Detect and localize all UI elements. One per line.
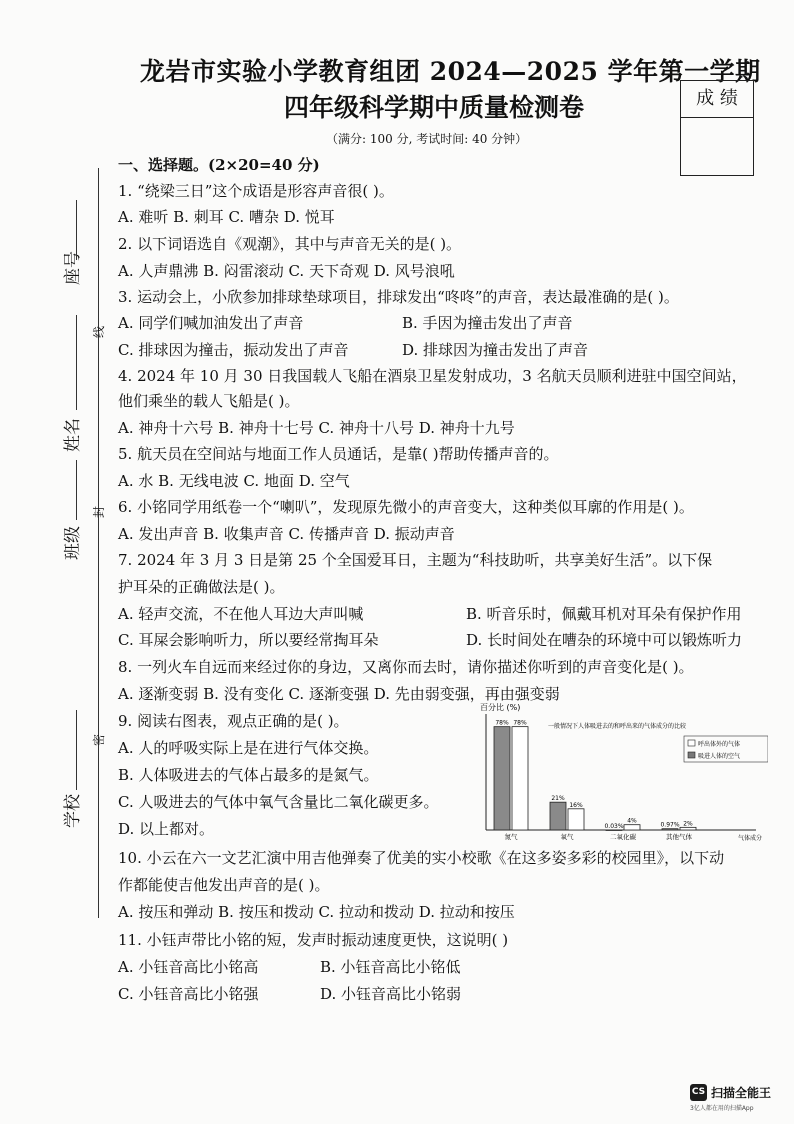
question-11-option-b: B. 小钰音高比小铭低	[320, 958, 461, 976]
data-label-其他气体-inhaled: 0.97%	[660, 821, 680, 829]
question-3-option-b: B. 手因为撞击发出了声音	[402, 314, 573, 332]
question-5-options: A. 水 B. 无线电波 C. 地面 D. 空气	[118, 472, 350, 490]
scanner-slogan: 3亿人都在用的扫描App	[690, 1105, 754, 1112]
question-11-option-d: D. 小钰音高比小铭弱	[320, 985, 462, 1003]
bar-二氧化碳-inhaled	[606, 830, 622, 831]
x-tick-其他气体: 其他气体	[666, 833, 692, 841]
question-9-option-d: D. 以上都对。	[118, 820, 215, 838]
data-label-氧气-inhaled: 21%	[551, 795, 565, 803]
question-7-option-b: B. 听音乐时，佩戴耳机对耳朵有保护作用	[466, 605, 742, 623]
question-7-option-c: C. 耳屎会影响听力，所以要经常掏耳朵	[118, 631, 379, 649]
exam-info: （满分: 100 分, 考试时间: 40 分钟）	[326, 132, 528, 146]
data-label-二氧化碳-inhaled: 0.03%	[604, 822, 624, 830]
question-5: 5. 航天员在空间站与地面工作人员通话，是靠( )帮助传播声音的。	[118, 445, 559, 463]
question-9: 9. 阅读右图表，观点正确的是( )。	[118, 712, 349, 730]
question-10-cont: 作都能使吉他发出声音的是( )。	[118, 876, 330, 894]
seal-mark-1: 线	[92, 325, 106, 338]
score-label: 成 绩	[681, 81, 753, 118]
question-3-option-a: A. 同学们喊加油发出了声音	[118, 314, 304, 332]
question-4-options: A. 神舟十六号 B. 神舟十七号 C. 神舟十八号 D. 神舟十九号	[118, 419, 515, 437]
bar-其他气体-exhaled	[680, 827, 696, 830]
chart-title: 一般情况下人体吸进去的和呼出来的气体成分的比较	[548, 723, 687, 730]
question-8-options: A. 逐渐变弱 B. 没有变化 C. 逐渐变强 D. 先由弱变强，再由强变弱	[118, 685, 560, 703]
seat-label: 座号	[63, 251, 83, 285]
seal-mark-3: 密	[92, 733, 106, 746]
data-label-二氧化碳-exhaled: 4%	[627, 817, 637, 825]
page-title-line1: 龙岩市实验小学教育组团 2024—2025 学年第一学期	[140, 57, 761, 86]
legend-entry-2: 吸进人体的空气	[698, 753, 741, 760]
data-label-氮气-exhaled: 78%	[513, 719, 527, 727]
binding-line	[98, 168, 99, 918]
question-11-option-c: C. 小钰音高比小铭强	[118, 985, 259, 1003]
legend-swatch-2	[688, 752, 695, 758]
scanner-logo-icon: CS	[690, 1084, 707, 1101]
seal-mark-2: 封	[92, 505, 106, 518]
data-label-氧气-exhaled: 16%	[569, 801, 583, 809]
class-label: 班级	[63, 526, 83, 560]
data-label-其他气体-exhaled: 2%	[683, 820, 693, 828]
question-9-option-b: B. 人体吸进去的气体占最多的是氮气。	[118, 766, 379, 784]
question-7-cont: 护耳朵的正确做法是( )。	[118, 578, 285, 596]
question-9-option-c: C. 人吸进去的气体中氧气含量比二氧化碳更多。	[118, 793, 439, 811]
score-box	[680, 80, 754, 176]
question-3-option-d: D. 排球因为撞击发出了声音	[402, 341, 589, 359]
question-10: 10. 小云在六一文艺汇演中用吉他弹奏了优美的实小校歌《在这多姿多彩的校园里》，以下动	[118, 849, 725, 867]
data-label-氮气-inhaled: 78%	[495, 719, 509, 727]
question-11: 11. 小钰声带比小铭的短，发声时振动速度更快，这说明( )	[118, 931, 509, 949]
page-title-line2: 四年级科学期中质量检测卷	[284, 93, 585, 122]
school-label: 学校	[63, 794, 83, 828]
y-axis-label: 百分比 (%)	[480, 703, 521, 712]
name-blank	[76, 315, 77, 410]
question-4-cont: 他们乘坐的载人飞船是( )。	[118, 392, 300, 410]
question-9-option-a: A. 人的呼吸实际上是在进行气体交换。	[118, 739, 379, 757]
class-blank	[76, 460, 77, 520]
question-3-option-c: C. 排球因为撞击，振动发出了声音	[118, 341, 349, 359]
x-axis-label: 气体成分	[738, 835, 763, 842]
question-6-options: A. 发出声音 B. 收集声音 C. 传播声音 D. 振动声音	[118, 525, 455, 543]
section-heading: 一、选择题。(2×20=40 分)	[118, 156, 320, 174]
bar-氧气-exhaled	[568, 809, 584, 830]
question-4: 4. 2024 年 10 月 30 日我国载人飞船在酒泉卫星发射成功，3 名航天员顺利进驻中国空间站，	[118, 367, 747, 385]
x-tick-氮气: 氮气	[504, 833, 518, 841]
question-1: 1. “绕梁三日”这个成语是形容声音很( )。	[118, 182, 394, 200]
bar-氮气-inhaled	[494, 727, 510, 830]
x-tick-二氧化碳: 二氧化碳	[610, 833, 636, 841]
legend-swatch-1	[688, 740, 695, 746]
question-3: 3. 运动会上，小欣参加排球垫球项目，排球发出“咚咚”的声音，表达最准确的是( )。	[118, 288, 679, 306]
question-2: 2. 以下词语选自《观潮》，其中与声音无关的是( )。	[118, 235, 462, 253]
question-11-option-a: A. 小钰音高比小铭高	[118, 958, 259, 976]
bar-氧气-inhaled	[550, 802, 566, 830]
scanner-app-name: 扫描全能王	[711, 1086, 772, 1100]
question-2-options: A. 人声鼎沸 B. 闷雷滚动 C. 天下奇观 D. 风号浪吼	[118, 262, 455, 280]
question-6: 6. 小铭同学用纸卷一个“喇叭”，发现原先微小的声音变大，这种类似耳廓的作用是( )。	[118, 498, 694, 516]
bar-二氧化碳-exhaled	[624, 825, 640, 830]
scanner-watermark	[690, 1084, 771, 1112]
question-10-options: A. 按压和弹动 B. 按压和拨动 C. 拉动和拨动 D. 拉动和按压	[118, 903, 515, 921]
question-1-options: A. 难听 B. 刺耳 C. 嘈杂 D. 悦耳	[118, 208, 335, 226]
bar-氮气-exhaled	[512, 727, 528, 830]
school-blank	[76, 710, 77, 790]
question-7-option-d: D. 长时间处在嘈杂的环境中可以锻炼听力	[466, 631, 743, 649]
question-7-option-a: A. 轻声交流，不在他人耳边大声叫喊	[118, 605, 364, 623]
gas-comparison-chart	[478, 702, 768, 842]
question-7: 7. 2024 年 3 月 3 日是第 25 个全国爱耳日，主题为“科技助听，共享美好生活”。以下保	[118, 551, 713, 569]
bar-其他气体-inhaled	[662, 829, 678, 830]
question-8: 8. 一列火车自远而来经过你的身边，又离你而去时，请你描述你听到的声音变化是( )。	[118, 658, 694, 676]
seat-blank	[76, 200, 77, 260]
legend-entry-1: 呼出体外的气体	[698, 741, 741, 748]
x-tick-氧气: 氧气	[560, 833, 574, 841]
name-label: 姓名	[63, 418, 83, 452]
